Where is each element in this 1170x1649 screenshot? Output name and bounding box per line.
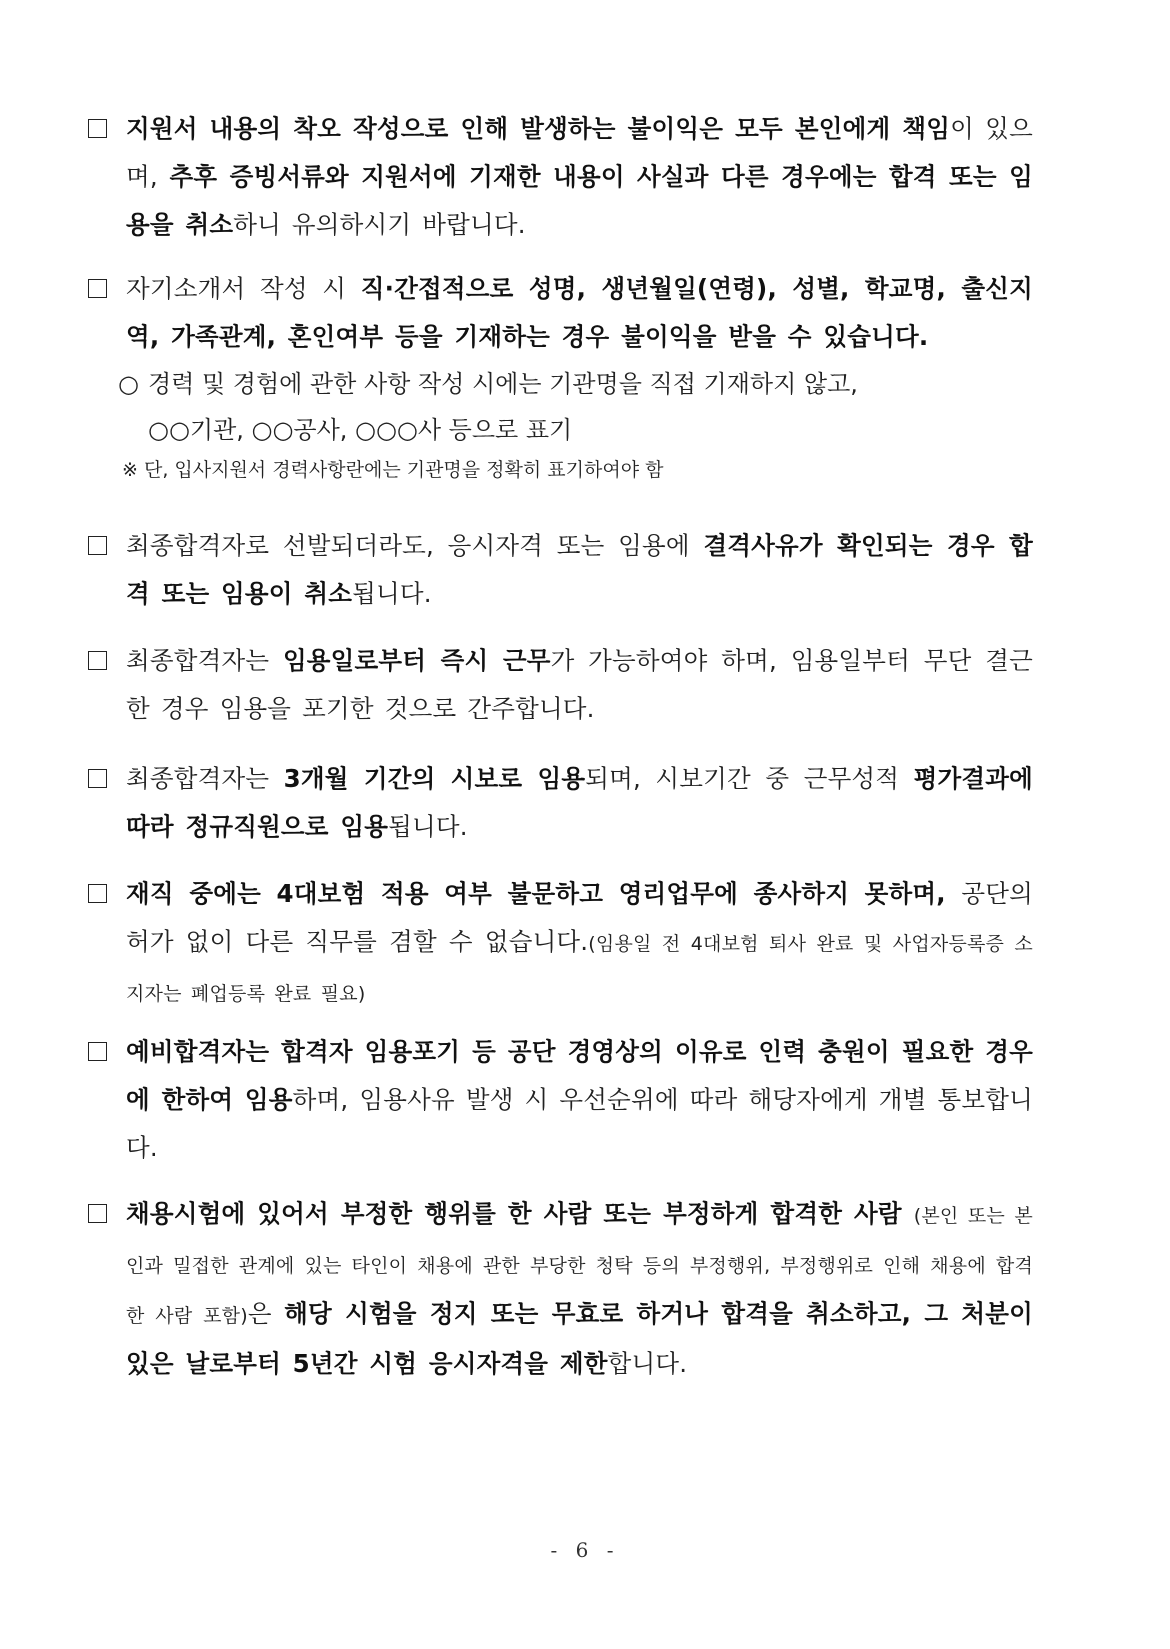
text-regular: 공단의 허가 없이 다른 직무를 겸할 수 없습니다. [126,879,1033,956]
checkbox-square-icon [88,1204,107,1223]
text-bold: 임용일로부터 즉시 근무 [282,646,551,675]
notice-text-7 [126,1028,1033,1172]
text-bold: 예비합격자는 합격자 임용포기 등 공단 경영상의 이유로 인력 충원이 필요한 경우에 한하여 임용 [126,1037,1033,1114]
text-bold: 3개월 기간의 시보로 임용 [283,764,586,793]
circle-bullet-icon: ○ [118,370,139,398]
text-bold: 채용시험에 있어서 부정한 행위를 한 사람 또는 부정하게 합격한 사람 [126,1199,914,1228]
text-bold: 결격사유가 확인되는 경우 합격 또는 임용이 취소 [126,531,1034,608]
notice-item-1 [88,105,1033,249]
text-regular: 됩니다. [352,579,432,608]
text-regular: 최종합격자로 선발되더라도, 응시자격 또는 임용에 [126,531,704,560]
notice-item-8 [88,1190,1033,1388]
checkbox-square-icon [88,884,107,903]
text-small-parenthetical: (본인 또는 본인과 밀접한 관계에 있는 타인이 채용에 관한 부당한 청탁 등의 부정행위, 부정행위로 인해 채용에 합격한 사람 포함) [126,1205,1033,1327]
notice-text-1 [126,105,1033,249]
text-regular: 합니다. [607,1349,688,1378]
text-regular: 이 있으며, [126,114,1033,191]
checkbox-square-icon [88,536,107,555]
checkbox-square-icon [88,651,107,670]
text-bold: 평가결과에 따라 정규직원으로 임용 [126,764,1033,841]
text-bold: 지원서 내용의 착오 작성으로 인해 발생하는 불이익은 모두 본인에게 책임 [126,114,951,143]
note-career-field: ※ 단, 입사지원서 경력사항란에는 기관명을 정확히 표기하여야 함 [122,459,664,481]
text-bold: 직·간접적으로 성명, 생년월일(연령), 성별, 학교명, 출신지역, 가족관계, 혼인여부 등을 기재하는 경우 불이익을 받을 수 있습니다. [126,274,1033,351]
sub-bullet-line-2: ○○기관, ○○공사, ○○○사 등으로 표기 [148,416,573,444]
sub-bullet-career [118,361,1033,453]
notice-text-3 [126,522,1033,618]
notice-item-7 [88,1028,1033,1172]
text-bold: 해당 시험을 정지 또는 무효로 하거나 합격을 취소하고, 그 처분이 있은 날로부터 5년간 시험 응시자격을 제한 [126,1299,1033,1378]
checkbox-square-icon [88,769,107,788]
text-regular: 됩니다. [388,812,468,841]
notice-text-6 [126,870,1033,1018]
notice-text-8 [126,1190,1033,1388]
sub-bullet-line-1: 경력 및 경험에 관한 사항 작성 시에는 기관명을 직접 기재하지 않고, [148,370,858,398]
text-small-parenthetical: (임용일 전 4대보험 퇴사 완료 및 사업자등록증 소지자는 폐업등록 완료 필요) [126,933,1033,1005]
notice-text-2 [126,265,1033,361]
text-regular: 최종합격자는 [126,646,283,675]
text-regular: 가 가능하여야 하며, 임용일부터 무단 결근한 경우 임용을 포기한 것으로 간주합니다. [126,646,1033,723]
notice-item-5 [88,755,1033,851]
text-regular: 은 [247,1299,285,1328]
text-regular: 되며, 시보기간 중 근무성적 [585,764,914,793]
checkbox-square-icon [88,1042,107,1061]
text-regular: 자기소개서 작성 시 [126,274,361,303]
text-bold: 추후 증빙서류와 지원서에 기재한 내용이 사실과 다른 경우에는 합격 또는 임용을 취소 [126,162,1034,239]
text-regular: 하며, 임용사유 발생 시 우선순위에 따라 해당자에게 개별 통보합니다. [126,1085,1033,1162]
text-regular: 하니 유의하시기 바랍니다. [233,210,526,239]
notice-item-2 [88,265,1033,361]
checkbox-square-icon [88,279,107,298]
notice-text-5 [126,755,1033,851]
notice-item-4 [88,637,1033,733]
page-number: - 6 - [550,1538,620,1562]
notice-item-3 [88,522,1033,618]
text-regular: 최종합격자는 [126,764,284,793]
notice-text-4 [126,637,1033,733]
notice-item-6 [88,870,1033,1018]
text-bold: 재직 중에는 4대보험 적용 여부 불문하고 영리업무에 종사하지 못하며, [126,879,962,908]
checkbox-square-icon [88,119,107,138]
